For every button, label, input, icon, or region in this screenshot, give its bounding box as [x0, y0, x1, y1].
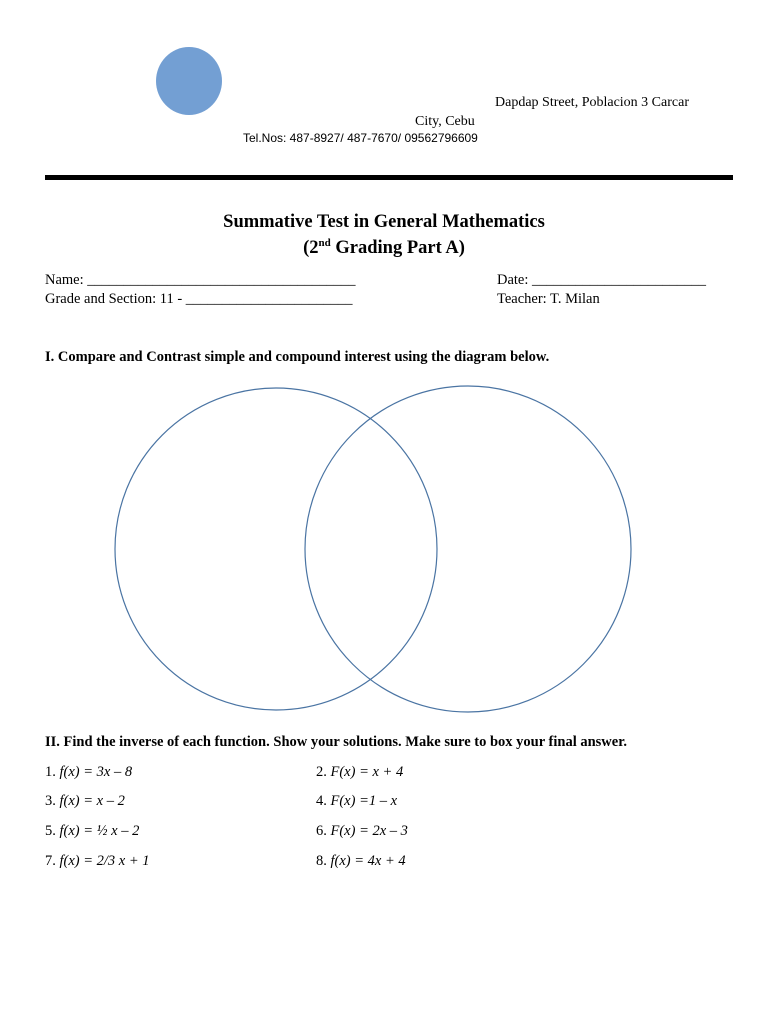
telephone-numbers: Tel.Nos: 487-8927/ 487-7670/ 09562796609 — [243, 131, 478, 145]
test-title-block — [0, 209, 768, 261]
venn-circle-right — [305, 386, 631, 712]
question-function: f(x) = 4x + 4 — [330, 853, 406, 869]
question-number: 4. — [316, 793, 327, 809]
question-item — [316, 823, 408, 840]
question-item — [45, 853, 150, 870]
test-title: Summative Test in General Mathematics — [223, 212, 545, 232]
name-field[interactable]: Name: _____________________________________ — [45, 272, 356, 288]
question-item — [316, 793, 397, 810]
question-item — [45, 793, 125, 810]
question-number: 1. — [45, 764, 56, 780]
question-function: F(x) =1 – x — [330, 793, 398, 809]
grade-section-field[interactable]: Grade and Section: 11 - _______________________ — [45, 291, 353, 307]
question-item — [316, 764, 403, 781]
question-item — [316, 853, 406, 870]
question-item — [45, 764, 132, 781]
question-function: F(x) = 2x – 3 — [330, 823, 408, 839]
question-number: 5. — [45, 823, 56, 839]
test-subtitle — [0, 235, 768, 261]
question-number: 7. — [45, 853, 56, 869]
venn-diagram[interactable] — [110, 382, 640, 717]
question-number: 8. — [316, 853, 327, 869]
header-divider — [45, 175, 733, 180]
subtitle-open: (2 — [303, 238, 319, 258]
address-line-2: City, Cebu — [415, 114, 475, 129]
question-number: 2. — [316, 764, 327, 780]
question-item — [45, 823, 139, 840]
question-function: f(x) = x – 2 — [59, 793, 125, 809]
question-number: 6. — [316, 823, 327, 839]
question-number: 3. — [45, 793, 56, 809]
subtitle-ordinal: nd — [318, 236, 331, 249]
teacher-field: Teacher: T. Milan — [497, 291, 600, 307]
part-1-heading: I. Compare and Contrast simple and compound interest using the diagram below. — [45, 349, 550, 365]
subtitle-rest: Grading Part A) — [330, 238, 465, 258]
date-field[interactable]: Date: ________________________ — [497, 272, 707, 288]
question-function: f(x) = ½ x – 2 — [59, 823, 140, 839]
address-line-1: Dapdap Street, Poblacion 3 Carcar — [495, 95, 689, 110]
question-function: f(x) = 2/3 x + 1 — [59, 853, 150, 869]
part-2-heading: II. Find the inverse of each function. Show your solutions. Make sure to box your final answer. — [45, 734, 627, 750]
school-logo — [156, 47, 222, 115]
venn-circle-left — [115, 388, 437, 710]
question-function: f(x) = 3x – 8 — [59, 764, 133, 780]
question-function: F(x) = x + 4 — [330, 764, 404, 780]
